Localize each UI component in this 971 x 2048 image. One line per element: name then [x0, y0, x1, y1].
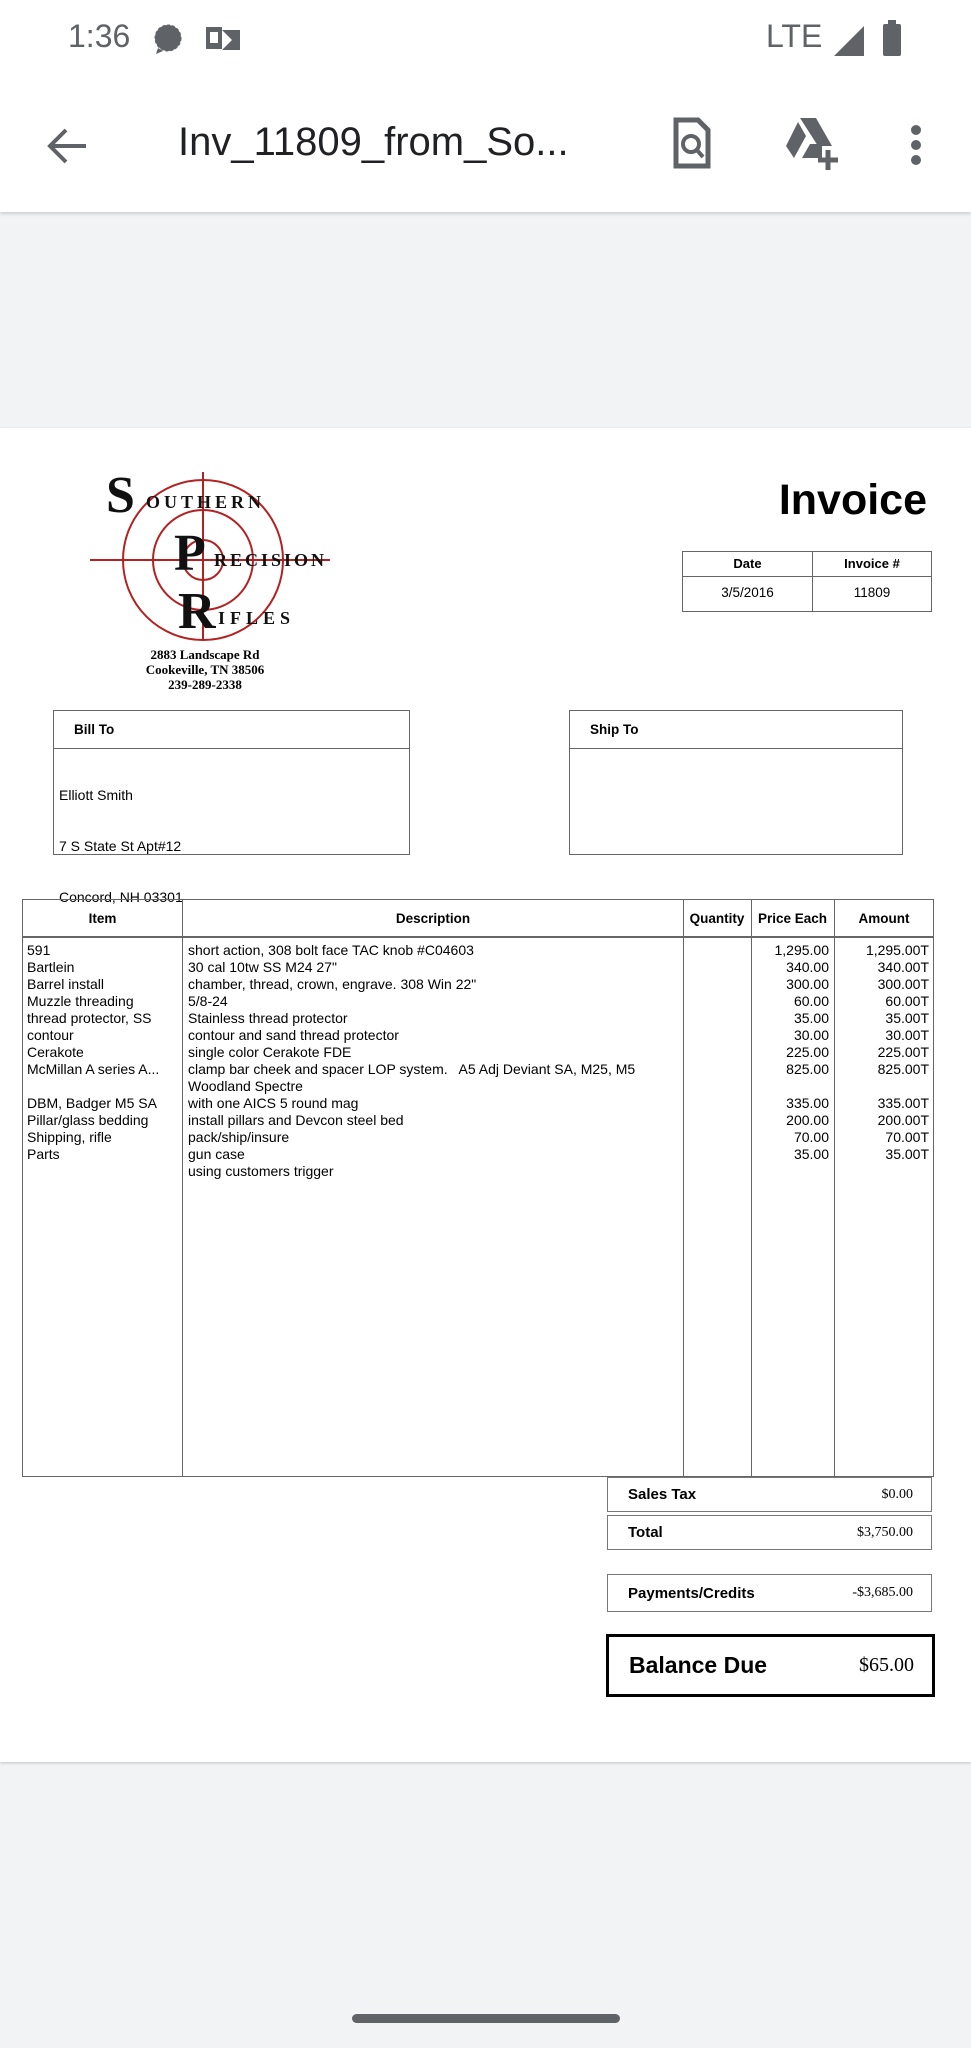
app-bar	[0, 80, 971, 212]
document-title: Inv_11809_from_So...	[178, 120, 569, 164]
description-cell: install pillars and Devcon steel bed	[188, 1112, 404, 1128]
amount-cell: 825.00T	[877, 1061, 929, 1077]
bill-to-street: 7 S State St Apt#12	[59, 838, 182, 854]
price-cell: 340.00	[786, 959, 829, 975]
total-label: Total	[628, 1524, 663, 1541]
network-type: LTE	[766, 18, 823, 54]
amount-cell: 340.00T	[877, 959, 929, 975]
line-items-table	[22, 899, 934, 1477]
table-row	[23, 1112, 933, 1129]
description-cell: chamber, thread, crown, engrave. 308 Win 22"	[188, 976, 477, 992]
col-item: Item	[88, 911, 117, 926]
more-vert-icon[interactable]	[906, 122, 926, 170]
bill-to-box	[53, 710, 410, 905]
svg-text:S: S	[106, 468, 135, 524]
price-cell: 30.00	[793, 1027, 829, 1043]
amount-cell: 1,295.00T	[865, 942, 929, 958]
item-cell: Cerakote	[27, 1044, 84, 1060]
clock: 1:36	[68, 18, 131, 54]
table-row	[23, 1163, 933, 1180]
col-amount: Amount	[858, 911, 910, 926]
table-row	[23, 1061, 933, 1095]
item-cell: McMillan A series A...	[27, 1061, 160, 1077]
payments-row	[607, 1574, 932, 1612]
description-cell: Stainless thread protector	[188, 1010, 348, 1026]
bill-to-name: Elliott Smith	[59, 787, 133, 803]
price-cell: 300.00	[786, 976, 829, 992]
ship-to-box	[569, 710, 903, 855]
table-row	[23, 1129, 933, 1146]
description-cell: with one AICS 5 round mag	[188, 1095, 359, 1111]
amount-cell: 300.00T	[877, 976, 929, 992]
table-row	[23, 1095, 933, 1112]
amount-cell: 30.00T	[885, 1027, 929, 1043]
total-value: $3,750.00	[857, 1524, 913, 1540]
total-row	[607, 1515, 932, 1550]
date-label: Date	[733, 556, 762, 571]
amount-cell: 70.00T	[885, 1129, 929, 1145]
bill-to-label: Bill To	[74, 722, 115, 737]
table-row	[23, 1010, 933, 1027]
col-description: Description	[395, 911, 471, 926]
price-cell: 335.00	[786, 1095, 829, 1111]
price-cell: 200.00	[786, 1112, 829, 1128]
item-cell: contour	[27, 1027, 74, 1043]
col-price-each: Price Each	[757, 911, 828, 926]
description-cell: contour and sand thread protector	[188, 1027, 399, 1043]
item-cell: thread protector, SS	[27, 1010, 152, 1026]
svg-text:IFLES: IFLES	[218, 608, 296, 628]
ship-to-label: Ship To	[590, 722, 639, 737]
table-row	[23, 993, 933, 1010]
sales-tax-row	[607, 1477, 932, 1512]
item-cell: Parts	[27, 1146, 60, 1162]
svg-text:RECISION: RECISION	[214, 550, 328, 570]
price-cell: 60.00	[793, 993, 829, 1009]
table-row	[23, 976, 933, 993]
col-quantity: Quantity	[689, 911, 745, 926]
status-bar	[0, 0, 971, 80]
amount-cell: 335.00T	[877, 1095, 929, 1111]
invoice-meta-table	[682, 551, 932, 612]
company-phone: 239-289-2338	[168, 677, 242, 692]
bill-to-city: Concord, NH 03301	[59, 889, 183, 905]
payments-label: Payments/Credits	[628, 1584, 755, 1602]
invoice-date: 3/5/2016	[721, 585, 774, 600]
item-cell: Bartlein	[27, 959, 75, 975]
balance-due-value: $65.00	[859, 1654, 914, 1676]
table-row	[23, 1146, 933, 1163]
svg-text:OUTHERN: OUTHERN	[146, 492, 266, 512]
price-cell: 825.00	[786, 1061, 829, 1077]
cell-signal-icon	[834, 26, 864, 56]
table-row	[23, 1027, 933, 1044]
table-row	[23, 1044, 933, 1061]
item-cell: Muzzle threading	[27, 993, 134, 1009]
item-cell: DBM, Badger M5 SA	[27, 1095, 157, 1111]
table-row	[23, 942, 933, 959]
company-address-line2: Cookeville, TN 38506	[145, 662, 265, 677]
description-cell: 30 cal 10tw SS M24 27"	[188, 959, 337, 975]
price-cell: 1,295.00	[774, 942, 829, 958]
description-cell: single color Cerakote FDE	[188, 1044, 352, 1060]
pdf-page	[0, 428, 971, 1762]
add-to-drive-icon[interactable]	[782, 116, 842, 172]
gesture-nav-handle[interactable]	[352, 2014, 620, 2023]
item-cell: 591	[27, 942, 51, 958]
amount-cell: 60.00T	[885, 993, 929, 1009]
description-cell: using customers trigger	[188, 1163, 334, 1179]
crosshair-logo-graphic	[70, 468, 390, 642]
amount-cell: 225.00T	[877, 1044, 929, 1060]
description-cell: short action, 308 bolt face TAC knob #C04603	[188, 942, 474, 958]
outlook-icon	[206, 24, 240, 54]
price-cell: 70.00	[793, 1129, 829, 1145]
svg-text:R: R	[178, 583, 216, 640]
item-cell: Pillar/glass bedding	[27, 1112, 149, 1128]
invoice-number-label: Invoice #	[844, 556, 900, 571]
svg-text:P: P	[174, 525, 206, 582]
amount-cell: 35.00T	[885, 1146, 929, 1162]
find-in-page-icon[interactable]	[670, 116, 714, 172]
price-cell: 225.00	[786, 1044, 829, 1060]
description-cell: gun case	[188, 1146, 245, 1162]
company-logo	[70, 468, 390, 692]
item-cell: Shipping, rifle	[27, 1129, 112, 1145]
signal-messenger-icon	[152, 22, 184, 56]
price-cell: 35.00	[793, 1010, 829, 1026]
payments-value: -$3,685.00	[852, 1585, 913, 1600]
description-cell: 5/8-24	[188, 993, 228, 1009]
invoice-number: 11809	[853, 585, 891, 600]
description-cell: clamp bar cheek and spacer LOP system. A5 Adj Deviant SA, M25, M5 Woodland Spectre	[188, 1061, 636, 1094]
balance-due-row	[606, 1634, 935, 1697]
amount-cell: 35.00T	[885, 1010, 929, 1026]
invoice-title: Invoice	[778, 476, 927, 524]
back-arrow-icon[interactable]	[46, 124, 90, 168]
battery-icon	[882, 20, 902, 56]
table-row	[23, 959, 933, 976]
amount-cell: 200.00T	[877, 1112, 929, 1128]
company-address-line1: 2883 Landscape Rd	[150, 647, 260, 662]
item-cell: Barrel install	[27, 976, 105, 992]
sales-tax-value: $0.00	[881, 1486, 913, 1502]
balance-due-label: Balance Due	[629, 1652, 768, 1678]
description-cell: pack/ship/insure	[188, 1129, 290, 1145]
price-cell: 35.00	[793, 1146, 829, 1162]
sales-tax-label: Sales Tax	[628, 1486, 697, 1503]
